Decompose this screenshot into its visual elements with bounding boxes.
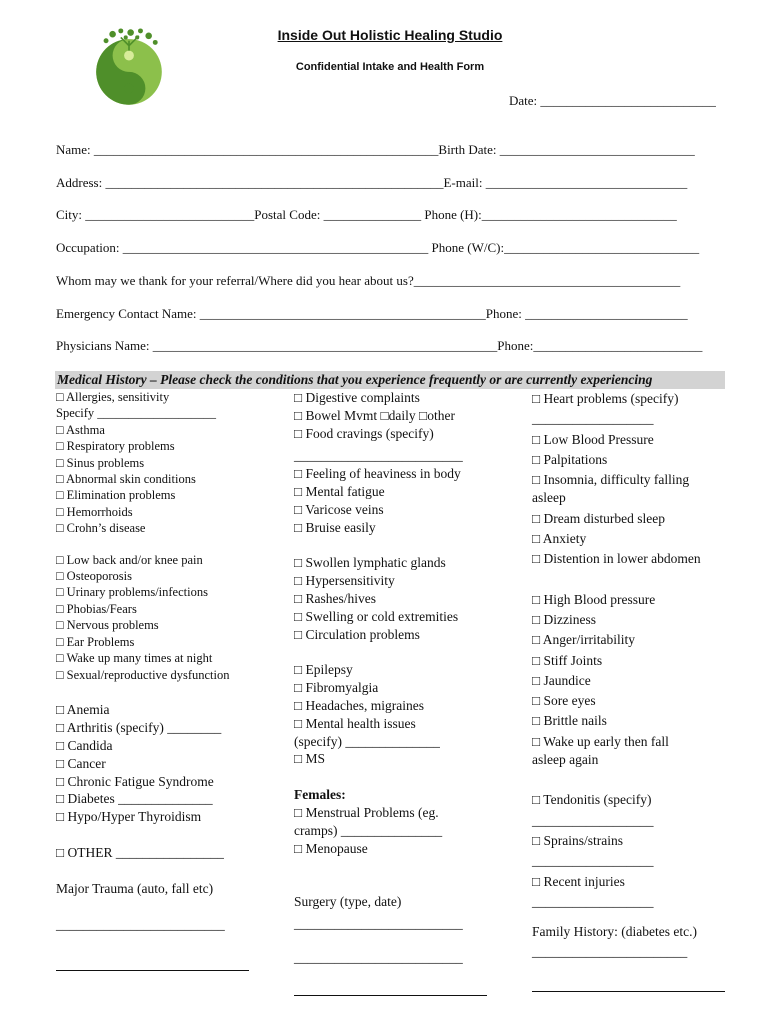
col3-item[interactable]: □ Dizziness	[532, 611, 597, 627]
col1-item[interactable]: □ Respiratory problems	[56, 439, 175, 454]
col1-item[interactable]: □ Nervous problems	[56, 618, 159, 633]
city-postal-phone-field[interactable]: City: __________________________Postal Code: _______________ Phone (H):______________________________	[56, 207, 677, 222]
col1-item[interactable]: □ Chronic Fatigue Syndrome	[56, 773, 214, 789]
family-history-label: Family History: (diabetes etc.)	[532, 924, 697, 940]
address-email-field[interactable]: Address: ____________________________________________________E-mail: _______________________________	[56, 175, 688, 190]
form-subtitle: Confidential Intake and Health Form	[295, 61, 485, 73]
col1-item[interactable]: □ Allergies, sensitivity	[56, 390, 170, 404]
family-history-line[interactable]: _______________________	[532, 944, 688, 960]
food-cravings-line[interactable]: _________________________	[294, 448, 463, 464]
col2-item[interactable]: □ Digestive complaints	[294, 390, 420, 405]
col3-item[interactable]: asleep	[532, 490, 566, 506]
col1-item[interactable]: □ Crohn’s disease	[56, 521, 146, 536]
col1-item[interactable]: □ Phobias/Fears	[56, 601, 137, 616]
surgery-label: Surgery (type, date)	[294, 894, 402, 910]
col3-item[interactable]: □ Sore eyes	[532, 693, 596, 709]
col3-item[interactable]: □ High Blood pressure	[532, 591, 656, 607]
col1-item[interactable]: □ Anemia	[56, 701, 110, 717]
col3-item[interactable]: □ Low Blood Pressure	[532, 431, 654, 447]
col2-item[interactable]: □ Mental health issues	[294, 715, 416, 731]
conditions-column-2	[294, 389, 463, 967]
physician-field[interactable]: Physicians Name: _____________________________________________________Phone:__________________________	[56, 338, 703, 353]
recent-injuries-line[interactable]: __________________	[532, 893, 654, 909]
tendonitis-item[interactable]: □ Tendonitis (specify)	[532, 792, 652, 808]
surgery-line[interactable]: _________________________	[294, 916, 463, 932]
sprains-line[interactable]: __________________	[532, 853, 654, 869]
col3-item[interactable]: □ Palpitations	[532, 451, 608, 467]
col1-item[interactable]: □ Asthma	[56, 422, 105, 437]
col2-item[interactable]: □ Bruise easily	[294, 519, 376, 535]
col2-item[interactable]: cramps) _______________	[294, 822, 443, 838]
family-history-rule-line[interactable]	[532, 991, 725, 992]
referral-field[interactable]: Whom may we thank for your referral/Where did you hear about us?_________________________________________	[56, 273, 681, 288]
date-field[interactable]: Date: ___________________________	[509, 93, 716, 108]
col1-item[interactable]: □ Wake up many times at night	[56, 651, 213, 666]
col2-item[interactable]: □ Bowel Mvmt □daily □other	[294, 407, 455, 423]
col3-item[interactable]: □ Heart problems (specify)	[532, 391, 679, 406]
col3-item[interactable]: □ Stiff Joints	[532, 652, 603, 668]
col1-item[interactable]: □ Urinary problems/infections	[56, 585, 208, 600]
col2-item[interactable]: □ Epilepsy	[294, 662, 353, 678]
col1-item[interactable]: □ Sexual/reproductive dysfunction	[56, 667, 230, 682]
heart-problems-line[interactable]: __________________	[532, 411, 654, 427]
col2-item[interactable]: □ Feeling of heaviness in body	[294, 466, 461, 482]
col2-item[interactable]: □ Varicose veins	[294, 501, 384, 517]
name-birthdate-field[interactable]: Name: _____________________________________________________Birth Date: ______________________________	[56, 142, 695, 157]
col1-item[interactable]: □ Candida	[56, 737, 113, 753]
col1-item[interactable]: Specify ___________________	[56, 406, 217, 421]
col3-item[interactable]: □ Jaundice	[532, 672, 591, 688]
col1-item[interactable]: □ Diabetes ______________	[56, 791, 213, 807]
col1-item[interactable]: □ Cancer	[56, 755, 106, 771]
major-trauma-line[interactable]: _________________________	[56, 917, 225, 933]
col2-item[interactable]: (specify) ______________	[294, 733, 440, 749]
major-trauma-label: Major Trauma (auto, fall etc)	[56, 881, 214, 897]
col2-item[interactable]: □ Hypersensitivity	[294, 573, 395, 589]
col2-item[interactable]: □ Menopause	[294, 840, 368, 856]
recent-injuries-item[interactable]: □ Recent injuries	[532, 873, 625, 889]
col1-item[interactable]: □ Elimination problems	[56, 488, 176, 503]
col3-item[interactable]: asleep again	[532, 752, 599, 768]
other-condition-field[interactable]: □ OTHER ________________	[56, 845, 224, 861]
col1-item[interactable]: □ Hypo/Hyper Thyroidism	[56, 809, 202, 825]
conditions-column-3	[532, 389, 701, 963]
col2-item[interactable]: □ Mental fatigue	[294, 483, 385, 499]
col1-item[interactable]: □ Low back and/or knee pain	[56, 552, 203, 567]
col3-item[interactable]: □ Dream disturbed sleep	[532, 510, 665, 526]
col2-item[interactable]: □ Circulation problems	[294, 626, 420, 642]
col1-item[interactable]: □ Abnormal skin conditions	[56, 472, 196, 487]
col3-item[interactable]: □ Insomnia, difficulty falling	[532, 472, 690, 488]
col1-item[interactable]: □ Arthritis (specify) ________	[56, 719, 222, 735]
emergency-contact-field[interactable]: Emergency Contact Name: ____________________________________________Phone: _________________________	[56, 306, 688, 321]
col2-item[interactable]: □ Swelling or cold extremities	[294, 608, 459, 624]
col1-item[interactable]: □ Osteoporosis	[56, 569, 132, 584]
col3-item[interactable]: □ Anxiety	[532, 531, 587, 547]
trauma-rule-line[interactable]	[56, 970, 249, 971]
col1-item[interactable]: □ Sinus problems	[56, 455, 145, 470]
surgery-line[interactable]: _________________________	[294, 949, 463, 965]
col3-item[interactable]: □ Anger/irritability	[532, 632, 636, 648]
females-label: Females:	[294, 787, 346, 803]
surgery-rule-line[interactable]	[294, 995, 487, 996]
col3-item[interactable]: □ Wake up early then fall	[532, 733, 669, 749]
col2-item[interactable]: □ MS	[294, 751, 326, 767]
medical-history-header: Medical History – Please check the conditions that you experience frequently or are currently experiencing	[55, 371, 725, 389]
col3-item[interactable]: □ Distention in lower abdomen	[532, 551, 701, 567]
col3-item[interactable]: □ Brittle nails	[532, 713, 607, 729]
occupation-phone-field[interactable]: Occupation: _______________________________________________ Phone (W/C):______________________________	[56, 240, 700, 255]
col1-item[interactable]: □ Ear Problems	[56, 634, 135, 649]
col2-item[interactable]: □ Rashes/hives	[294, 590, 377, 606]
col2-item[interactable]: □ Fibromyalgia	[294, 680, 379, 696]
conditions-column-1	[56, 389, 229, 934]
sprains-item[interactable]: □ Sprains/strains	[532, 832, 624, 848]
col2-item[interactable]: □ Swollen lymphatic glands	[294, 555, 446, 571]
col2-item[interactable]: □ Food cravings (specify)	[294, 425, 434, 441]
col2-item[interactable]: □ Headaches, migraines	[294, 697, 424, 713]
studio-title: Inside Out Holistic Healing Studio	[277, 27, 503, 43]
col2-item[interactable]: □ Menstrual Problems (eg.	[294, 804, 439, 820]
tendonitis-line[interactable]: __________________	[532, 812, 654, 828]
col1-item[interactable]: □ Hemorrhoids	[56, 504, 133, 519]
